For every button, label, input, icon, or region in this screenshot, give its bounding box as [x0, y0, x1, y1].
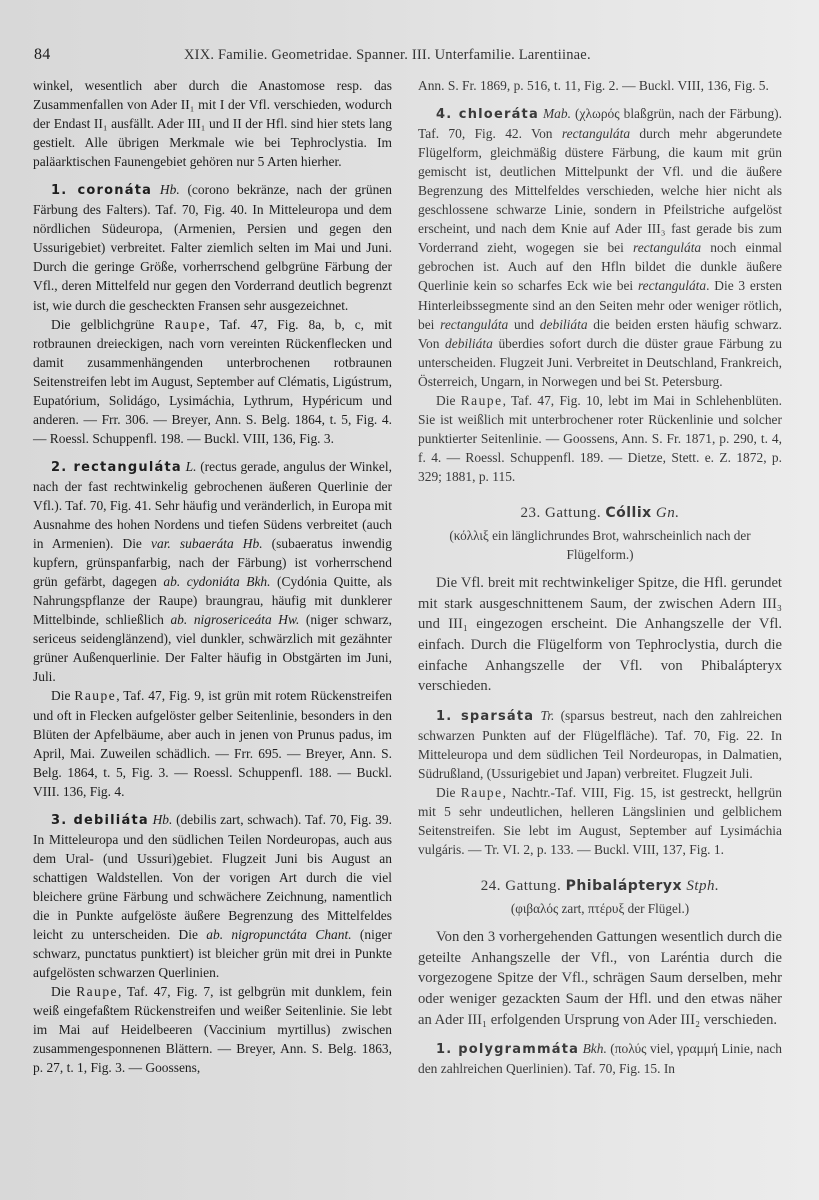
genus-etymology: (φιβαλός zart, πτέρυξ der Flügel.): [510, 901, 690, 917]
right-column: [418, 76, 782, 1078]
reference-continued: Ann. S. Fr. 1869, p. 516, t. 11, Fig. 2. — Buckl. VIII, 136, Fig. 5.: [418, 78, 769, 93]
species-text: (χλωρός blaßgrün, nach der Färbung). Taf. 70, Fig. 42. Von: [418, 106, 783, 142]
larva-label: Raupe: [460, 392, 503, 408]
species-reference: rectanguláta: [637, 278, 707, 294]
species-entry-sparsata: [418, 706, 782, 783]
genus-number: 24. Gattung.: [480, 878, 562, 895]
larva-entry-debiliata: [33, 982, 392, 1077]
species-text: die beiden ersten häufig schwarz. Von: [418, 316, 783, 351]
larva-entry-rectangulata: [33, 686, 392, 800]
genus-description-continued: winkel, wesentlich aber durch die Anastomose resp. das Zusammenfallen von Ader II₁ mit I der Vfl. verschieden, wodurch der Endast II₁ ausfällt. Ader III₁ und II der Hfl. sind hier stets lang gestielt. Alle übrigen Merkmale wie bei Tephroclystia. Im paläarktischen Faunengebiet gehören nur 5 Arten hierher.: [33, 78, 392, 170]
species-text: (debilis zart, schwach). Taf. 70, Fig. 39. In Mitteleuropa und den südlichen Teilen Nordeuropas, auch aus dem Ural- (und Ussuri)gebiet. Flugzeit Juni bis August an schattigen Waldstellen. Von der vorigen Art durch die viel bleichere grüne Färbung und schwächere Zeichnung, namentlich die in Punkte aufgelöste äußere Begrenzung des Mittelfeldes leicht zu unterscheiden. Die: [33, 811, 393, 943]
larva-entry-chloerata: [418, 391, 782, 486]
species-author: Hb.: [159, 182, 180, 198]
genus-author: Stph.: [686, 878, 720, 895]
genus-heading-collix: [418, 504, 782, 523]
larva-text-start: Die gelblichgrüne: [51, 316, 165, 332]
species-reference: debiliáta: [539, 316, 588, 332]
species-reference: rectanguláta: [561, 126, 631, 142]
larva-text-start: Die: [436, 784, 461, 800]
larva-text: , Taf. 47, Fig. 9, ist grün mit rotem Rückenstreifen und oft in Flecken aufgelöster gelber Seitenlinie, besonders in den Blüten der Apfelbäume, aber auch in jenen von Prunus padus, im April, Mai. Zuweilen schädlich. — Frr. 695. — Breyer, Ann. S. Belg. 1864, t. 5, Fig. 3. — Roessl. Schuppenfl. 188. — Buckl. VIII. 136, Fig. 4.: [33, 688, 392, 799]
larva-text: , Taf. 47, Fig. 8a, b, c, mit rotbraunen dreieckigen, nach vorn vereinten Rückenflecken und damit zusammenhängenden unterbrochenen rotbraunen Seitenstreifen lebt im August, September auf Clématis, Ligústrum, Eupatórium, Solidágo, Lysimáchia, Lythrum, Hypéricum und anderen. — Frr. 306. — Breyer, Ann. S. Belg. 1864, t. 5, Fig. 4. — Roessl. Schuppenfl. 198. — Buckl. VIII, 136, Fig. 3.: [33, 316, 392, 446]
genus-etymology: (κόλλιξ ein länglichrundes Brot, wahrscheinlich nach der Flügelform.): [449, 528, 751, 563]
species-reference: rectanguláta: [632, 240, 702, 256]
species-name: 1. polygrammáta: [436, 1042, 580, 1058]
aberration-name: ab. cydoniáta Bkh.: [163, 574, 271, 590]
genus-name: Cóllix: [605, 504, 652, 521]
species-author: Bkh.: [582, 1041, 607, 1057]
species-reference: debiliáta: [445, 335, 493, 351]
species-name: 1. sparsáta: [436, 708, 535, 724]
species-name: 2. rectanguláta: [51, 459, 182, 475]
larva-label: Raupe: [76, 984, 119, 1000]
page-number: 84: [34, 46, 51, 63]
species-text: . Die 3 ersten Hinterleibssegmente sind an den Seiten mehr oder weniger rötlich, bei: [418, 278, 782, 332]
species-text: (niger schwarz, punctatus punktiert) ist bleicher grün mit drei in Punkte aufgelösten schwarzen Querlinien.: [33, 927, 392, 981]
larva-label: Raupe: [460, 784, 503, 800]
genus-heading-phibalapteryx: [418, 877, 782, 896]
genus-description-collix: Die Vfl. breit mit rechtwinkeliger Spitze, die Hfl. gerundet mit stark ausgeschnittenem Saum, der zwischen Adern III₃ und III₁ eingezogen erscheint. Die Anhangszelle der Vfl. einfach. Durch die Flügelform von Tephroclystia, durch die einfache Anhangszelle der Vfl. von Phibalápteryx verschieden.: [418, 575, 782, 695]
running-head: [34, 46, 779, 66]
species-author: Mab.: [542, 106, 571, 122]
species-entry-coronata: [33, 180, 392, 314]
left-column: [33, 76, 392, 1077]
running-title: XIX. Familie. Geometridae. Spanner. III. Unterfamilie. Larentiinae.: [184, 47, 591, 63]
species-author: Hb.: [152, 811, 173, 827]
species-text: (rectus gerade, angulus der Winkel, nach der fast rechtwinkelig gebrochenen äußeren Querlinie der Vfl.). Taf. 70, Fig. 41. Sehr häufig und veränderlich, in Europa mit Ausnahme des hohen Nordens und tiefen Südens verbreitet (auch in Armenien). Die: [33, 458, 392, 552]
species-entry-rectangulata: [33, 457, 392, 687]
variety-name: var. subaeráta Hb.: [151, 536, 263, 552]
genus-author: Gn.: [655, 504, 680, 521]
larva-text-start: Die: [51, 688, 75, 704]
genus-number: 23. Gattung.: [520, 504, 602, 521]
species-name: 1. coronáta: [51, 183, 153, 199]
larva-entry-sparsata: [418, 783, 782, 859]
species-text: (subaeratus inwendig kupfern, grünspanfarbig, nach der Färbung) ist vorherrschend grün gefärbt, dagegen: [33, 536, 392, 590]
larva-label: Raupe: [164, 316, 207, 332]
species-text: (Cydónia Quitte, als Nahrungspflanze der Raupe) braungrau, häufig mit dunklerer Mittelbinde, schließlich: [33, 574, 392, 628]
species-text: (sparsus bestreut, nach den zahlreichen schwarzen Punkten auf der Flügelfläche). Taf. 70, Fig. 22. In Mitteleuropa und dem südlichen Teil Nordeuropas, in Dalmatien, Südrußland, (Ussurigebiet und Japan) verbreitet. Flugzeit Juli.: [418, 707, 783, 781]
species-text: (corono bekränze, nach der grünen Färbung des Falters). Taf. 70, Fig. 40. In Mitteleuropa und dem nördlichen Südeuropa, (Armenien, Persien und gegen den Ussurigebiet) verbreitet. Falter ziemlich selten im Mai und Juni. Durch die geringe Größe, vorherrschend gelbgrüne Färbung der Vfl., deren Mittelfeld nur gegen den Vorderrand deutlich begrenzt ist, wie durch die gescheckten Fransen sehr ausgezeichnet.: [33, 182, 392, 313]
species-text: durch mehr abgerundete Flügelform, gleichmäßig düstere Färbung, die kaum mit grün gemischt ist, deutlichen Mittelpunkt der Vfl. und die äußere Begrenzung des Mittelfeldes verschieden, welche hier nicht als geschlossene schwarze Linie, sondern in Pfeilstriche aufgelöst erscheint, und nach dem Knie auf Ader III₃ fast gerade bis zum Vorderrand zieht, wogegen sie bei: [418, 126, 782, 256]
larva-text: , Nachtr.-Taf. VIII, Fig. 15, ist gestreckt, hellgrün mit 5 sehr undeutlichen, helleren Längslinien und gelblichem Seitenstreifen. Sie lebt im August, September auf Lysimáchia vulgáris. — Tr. VI. 2, p. 133. — Buckl. VIII, 137, Fig. 1.: [418, 784, 782, 858]
species-reference: rectanguláta: [440, 316, 509, 332]
larva-text: , Taf. 47, Fig. 7, ist gelbgrün mit dunklem, fein weiß eingefaßtem Rückenstreifen und weißer Seitenlinie. Sie lebt im Mai auf Heidelbeeren (Vaccinium myrtillus) zwischen zusammengesponnenen Blättern. — Breyer, Ann. S. Belg. 1863, p. 27, t. 1, Fig. 3. — Goossens,: [33, 984, 393, 1076]
larva-text-start: Die: [436, 392, 461, 408]
species-author: Tr.: [540, 707, 555, 723]
species-text: überdies sofort durch die düster graue Färbung zu unterscheiden. Flugzeit Juni. Verbreitet in Deutschland, Frankreich, Österreich, Ungarn, in Norwegen und bei St. Petersburg.: [418, 335, 782, 389]
aberration-name: ab. nigrosericeáta Hw.: [170, 612, 300, 628]
species-text: und: [508, 316, 540, 332]
species-entry-polygrammata: [418, 1039, 782, 1078]
larva-entry-coronata: [33, 315, 392, 448]
larva-text-start: Die: [51, 984, 77, 1000]
species-text: (πολύς viel, γραμμή Linie, nach den zahlreichen Querlinien). Taf. 70, Fig. 15. In: [418, 1041, 782, 1077]
species-name: 3. debiliáta: [51, 812, 149, 828]
species-entry-chloerata: [418, 104, 782, 391]
genus-description-phibalapteryx: Von den 3 vorhergehenden Gattungen wesentlich durch die geteilte Anhangszelle der Vfl., von Laréntia durch die vorgezogene Spitze der Vfl., schrägen Saum derselben, mehr oder weniger gezackten Saum der Hfl. und den etwas näher an Ader III₁ erfolgenden Ursprung von Ader III₂ verschieden.: [418, 929, 782, 1028]
species-name: 4. chloeráta: [436, 107, 539, 123]
larva-text: , Taf. 47, Fig. 10, lebt im Mai in Schlehenblüten. Sie ist weißlich mit unterbrochener roter Rückenlinie und solcher punktierter Seitenlinie. — Goossens, Ann. S. Fr. 1871, p. 290, t. 4, f. 4. — Roessl. Schuppenfl. 189. — Dietze, Stett. e. Z. 1872, p. 329; 1881, p. 115.: [418, 392, 783, 484]
species-text: noch einmal gebrochen ist. Auch auf den Hfln bildet die dunkle äußere Querlinie kein so scharfes Eck wie bei: [418, 240, 783, 294]
species-text: (niger schwarz, sericeus seidenglänzend), viel dunkler, schwärzlich mit gezähnter grüner Außenquerlinie. Der Falter häufig in Obstgärten im Juni, Juli.: [33, 612, 392, 685]
species-author: L.: [185, 458, 197, 474]
larva-label: Raupe: [74, 688, 117, 704]
genus-name: Phibalápteryx: [565, 878, 683, 895]
species-entry-debiliata: [33, 810, 392, 982]
aberration-name: ab. nigropunctáta Chant.: [206, 927, 352, 943]
